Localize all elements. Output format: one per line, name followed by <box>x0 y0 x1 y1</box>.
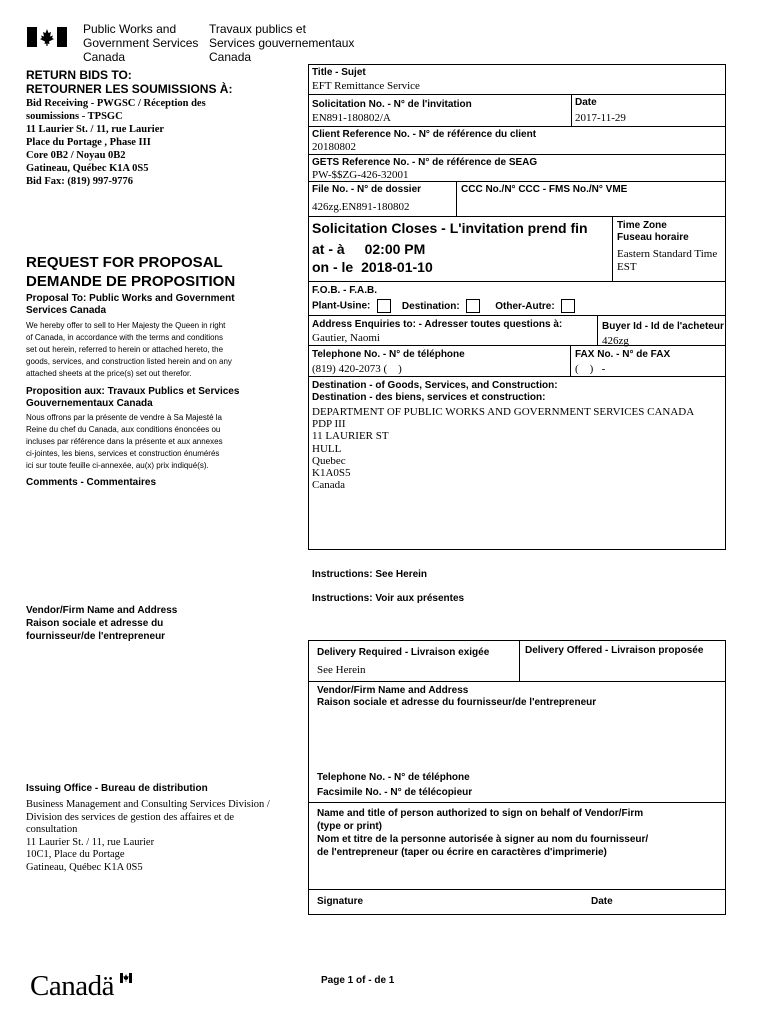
signature-label: Signature <box>317 896 364 907</box>
comments-label: Comments - Commentaires <box>26 477 157 488</box>
plant-label: Plant-Usine: <box>312 300 371 312</box>
issuing-office-address: Business Management and Consulting Services Division / Division des services de gestion des affaires et de consultation 11 Laurier St. / 11, rue Laurier 10C1, Place du Portage Gatineau, Québec K1A 0S5 <box>26 799 270 873</box>
government-flag-icon <box>27 27 67 47</box>
delivery-required-value: See Herein <box>317 664 366 676</box>
on-label: on - le <box>312 259 354 275</box>
destination-address: DEPARTMENT OF PUBLIC WORKS AND GOVERNMENT SERVICES CANADA PDP III 11 LAURIER ST HULL Quebec K1A0S5 Canada <box>312 406 695 492</box>
vendor-telephone-label: Telephone No. - N° de téléphone <box>317 772 470 783</box>
closing-date-value: 2018-01-10 <box>361 259 433 275</box>
buyer-id-value: 426zg <box>602 335 629 347</box>
vendor-firm-label-left: Vendor/Firm Name and Address Raison sociale et adresse du fournisseur/de l'entrepreneur <box>26 605 178 642</box>
client-reference-value: 20180802 <box>312 141 356 153</box>
destination-checkbox[interactable] <box>466 299 480 313</box>
file-number-label: File No. - N° de dossier <box>312 184 422 195</box>
closing-time-row <box>312 241 425 258</box>
proposition-heading: Proposition aux: Travaux Publics et Services Gouvernementaux Canada <box>26 386 240 409</box>
proposition-text: Nous offrons par la présente de vendre à Sa Majesté la Reine du chef du Canada, aux conditions énoncées ou incluses par référence dans la présente et aux annexes ci-jointes, les biens, services et construction énumérés ici sur toute feuille ci-annexée, au(x) prix indiqué(s). <box>26 413 223 470</box>
gets-reference-value: PW-$$ZG-426-32001 <box>312 169 409 181</box>
department-name-fr: Travaux publics et Services gouvernementaux Canada <box>209 22 355 64</box>
gets-reference-label: GETS Reference No. - N° de référence de SEAG <box>312 157 538 168</box>
solicitation-closes-heading: Solicitation Closes - L'invitation prend fin <box>312 220 588 236</box>
destination-checkbox-label: Destination: <box>401 300 460 312</box>
file-number-value: 426zg.EN891-180802 <box>312 201 410 213</box>
telephone-value: (819) 420-2073 ( ) <box>312 363 402 375</box>
date-value: 2017-11-29 <box>575 112 626 124</box>
telephone-label: Telephone No. - N° de téléphone <box>312 349 465 360</box>
vendor-firm-label-right: Vendor/Firm Name and Address Raison sociale et adresse du fournisseur/de l'entrepreneur <box>317 685 597 708</box>
delivery-offered-label: Delivery Offered - Livraison proposée <box>525 645 704 656</box>
vendor-facsimile-label: Facsimile No. - N° de télécopieur <box>317 787 473 798</box>
plant-checkbox[interactable] <box>377 299 391 313</box>
other-checkbox[interactable] <box>561 299 575 313</box>
destination-label: Destination - of Goods, Services, and Construction: Destination - des biens, services et construction: <box>312 380 558 403</box>
closing-time-value: 02:00 PM <box>364 241 426 257</box>
at-label: at - à <box>312 241 345 257</box>
signature-date-label: Date <box>591 896 613 907</box>
canada-wordmark: Canadä <box>30 970 114 1002</box>
instructions-fr: Instructions: Voir aux présentes <box>312 593 465 604</box>
closing-date-row <box>312 259 433 276</box>
rfp-title: REQUEST FOR PROPOSAL DEMANDE DE PROPOSITION <box>26 254 236 290</box>
fax-value: ( ) - <box>575 363 606 375</box>
issuing-office-label: Issuing Office - Bureau de distribution <box>26 783 208 794</box>
solicitation-number-value: EN891-180802/A <box>312 112 391 124</box>
client-reference-label: Client Reference No. - N° de référence du client <box>312 129 537 140</box>
address-enquiries-value: Gautier, Naomi <box>312 332 380 344</box>
title-label: Title - Sujet <box>312 67 366 78</box>
return-bids-heading: RETURN BIDS TO: RETOURNER LES SOUMISSIONS À: <box>26 68 233 96</box>
canada-wordmark-flag-icon <box>120 970 132 980</box>
solicitation-number-label: Solicitation No. - N° de l'invitation <box>312 99 472 110</box>
instructions-en: Instructions: See Herein <box>312 569 428 580</box>
authorized-signer-label: Name and title of person authorized to sign on behalf of Vendor/Firm (type or print) Nom et titre de la personne autorisée à signer au nom du fournisseur/ de l'entrepreneur (taper ou écrire en caractères d'imprimerie) <box>317 808 649 858</box>
time-zone-value: Eastern Standard Time EST <box>617 248 718 273</box>
address-enquiries-label: Address Enquiries to: - Adresser toutes questions à: <box>312 319 563 330</box>
fax-label: FAX No. - N° de FAX <box>575 349 671 360</box>
proposal-to-heading: Proposal To: Public Works and Government Services Canada <box>26 293 235 316</box>
fob-label: F.O.B. - F.A.B. <box>312 285 377 296</box>
date-label: Date <box>575 97 597 108</box>
delivery-required-label: Delivery Required - Livraison exigée <box>317 647 490 658</box>
title-value: EFT Remittance Service <box>312 80 420 92</box>
other-label: Other-Autre: <box>495 300 555 312</box>
fob-options <box>312 299 575 313</box>
time-zone-label: Time Zone Fuseau horaire <box>617 220 689 243</box>
proposal-to-text: We hereby offer to sell to Her Majesty the Queen in right of Canada, in accordance with the terms and conditions set out herein, referred to herein or attached hereto, the goods, services, and construction listed herein and on any attached sheets at the price(s) set out therefor. <box>26 321 232 378</box>
buyer-id-label: Buyer Id - Id de l'acheteur <box>602 321 724 332</box>
page-number: Page 1 of - de 1 <box>321 975 395 986</box>
return-bids-address: Bid Receiving - PWGSC / Réception des soumissions - TPSGC 11 Laurier St. / 11, rue Laurier Place du Portage , Phase III Core 0B2 / Noyau 0B2 Gatineau, Québec K1A 0S5 Bid Fax: (819) 997-9776 <box>26 98 206 187</box>
ccc-number-label: CCC No./N° CCC - FMS No./N° VME <box>461 184 628 195</box>
department-name-en: Public Works and Government Services Canada <box>83 22 199 64</box>
